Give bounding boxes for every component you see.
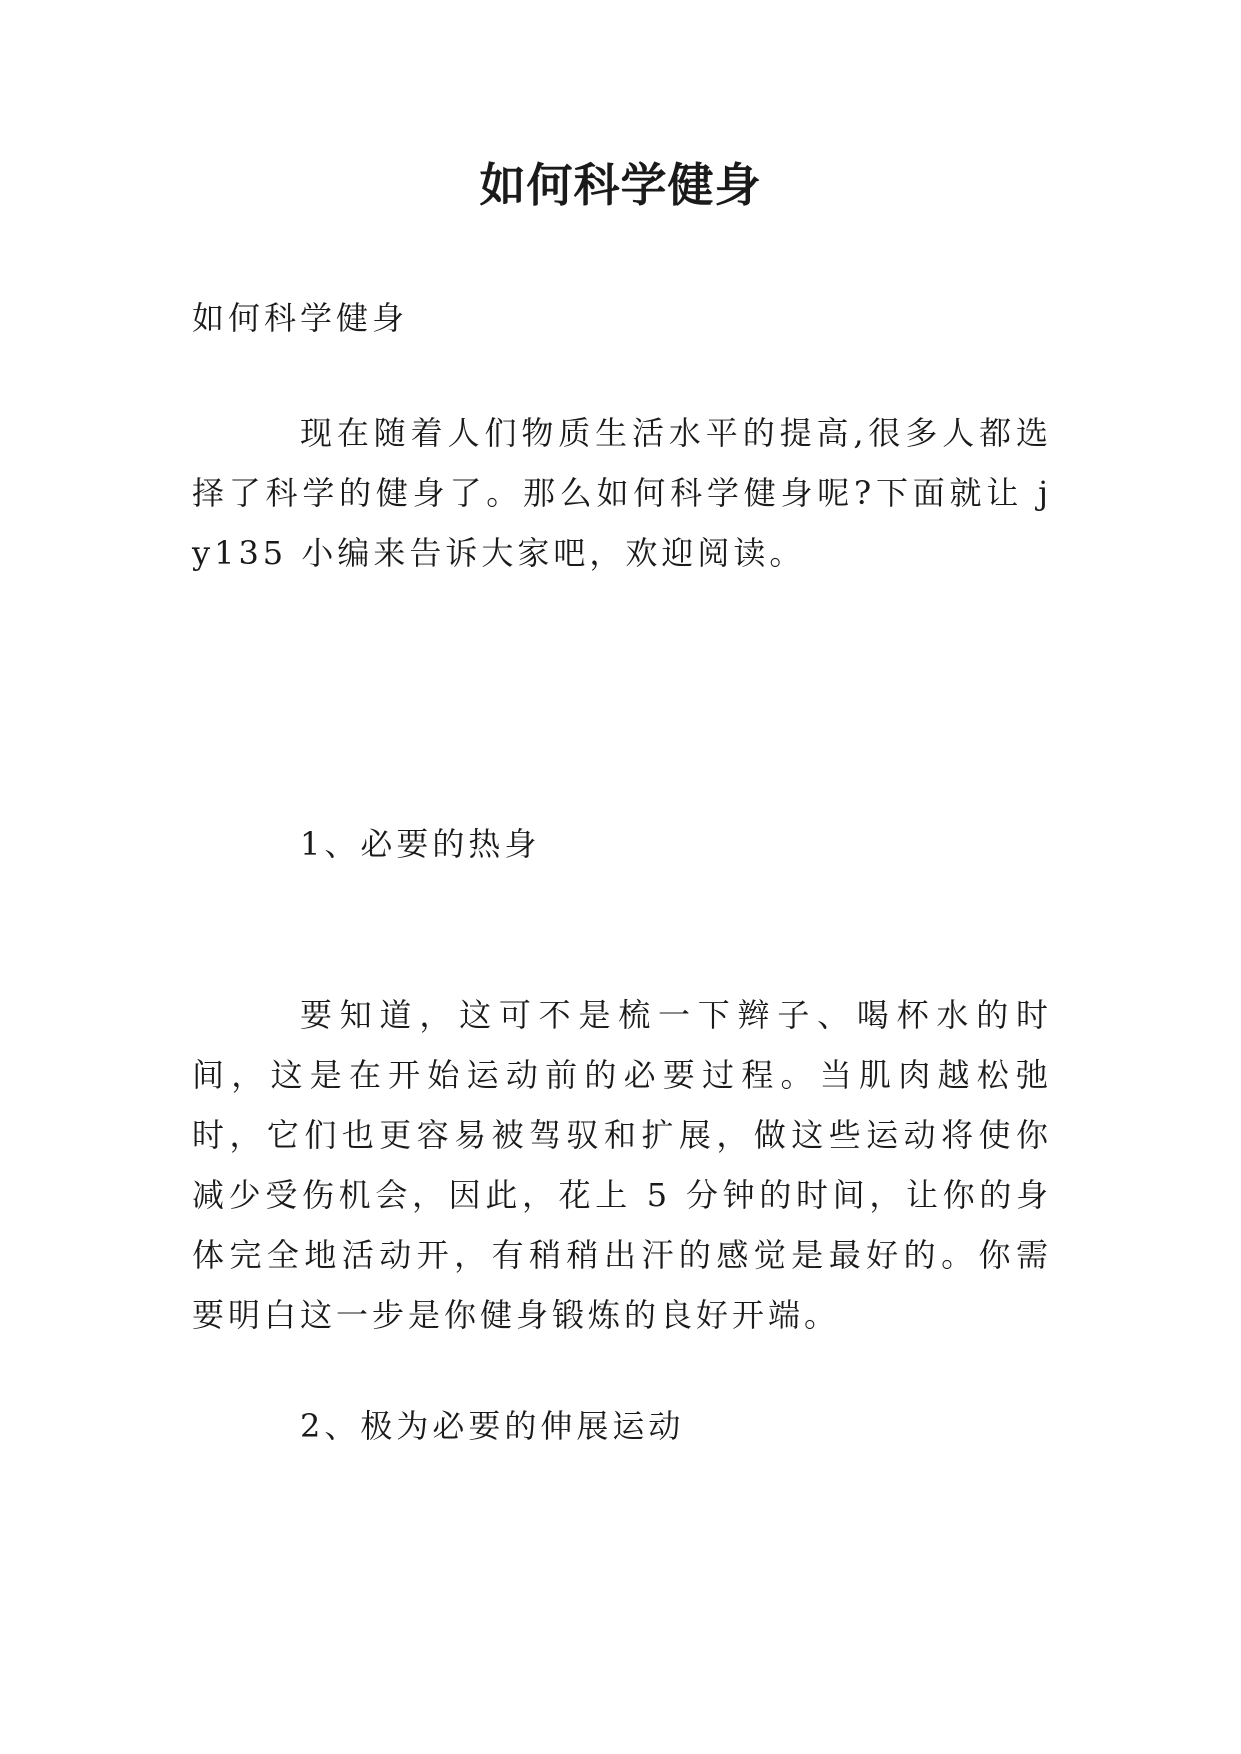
intro-paragraph: 现在随着人们物质生活水平的提高,很多人都选择了科学的健身了。那么如何科学健身呢?下面就让 jy135 小编来告诉大家吧，欢迎阅读。 xyxy=(192,414,1052,572)
document-title: 如何科学健身 xyxy=(479,158,762,212)
section-heading-stretching: 2、极为必要的伸展运动 xyxy=(300,1407,685,1445)
warmup-paragraph: 要知道，这可不是梳一下辫子、喝杯水的时间，这是在开始运动前的必要过程。当肌肉越松弛时，它们也更容易被驾驭和扩展，做这些运动将使你减少受伤机会，因此，花上 5 分钟的时间，让你的身体完全地活动开，有稍稍出汗的感觉是最好的。你需要明白这一步是你健身锻炼的良好开端。 xyxy=(192,996,1052,1334)
document-subtitle: 如何科学健身 xyxy=(192,299,409,337)
section-heading-warmup: 1、必要的热身 xyxy=(300,825,541,863)
